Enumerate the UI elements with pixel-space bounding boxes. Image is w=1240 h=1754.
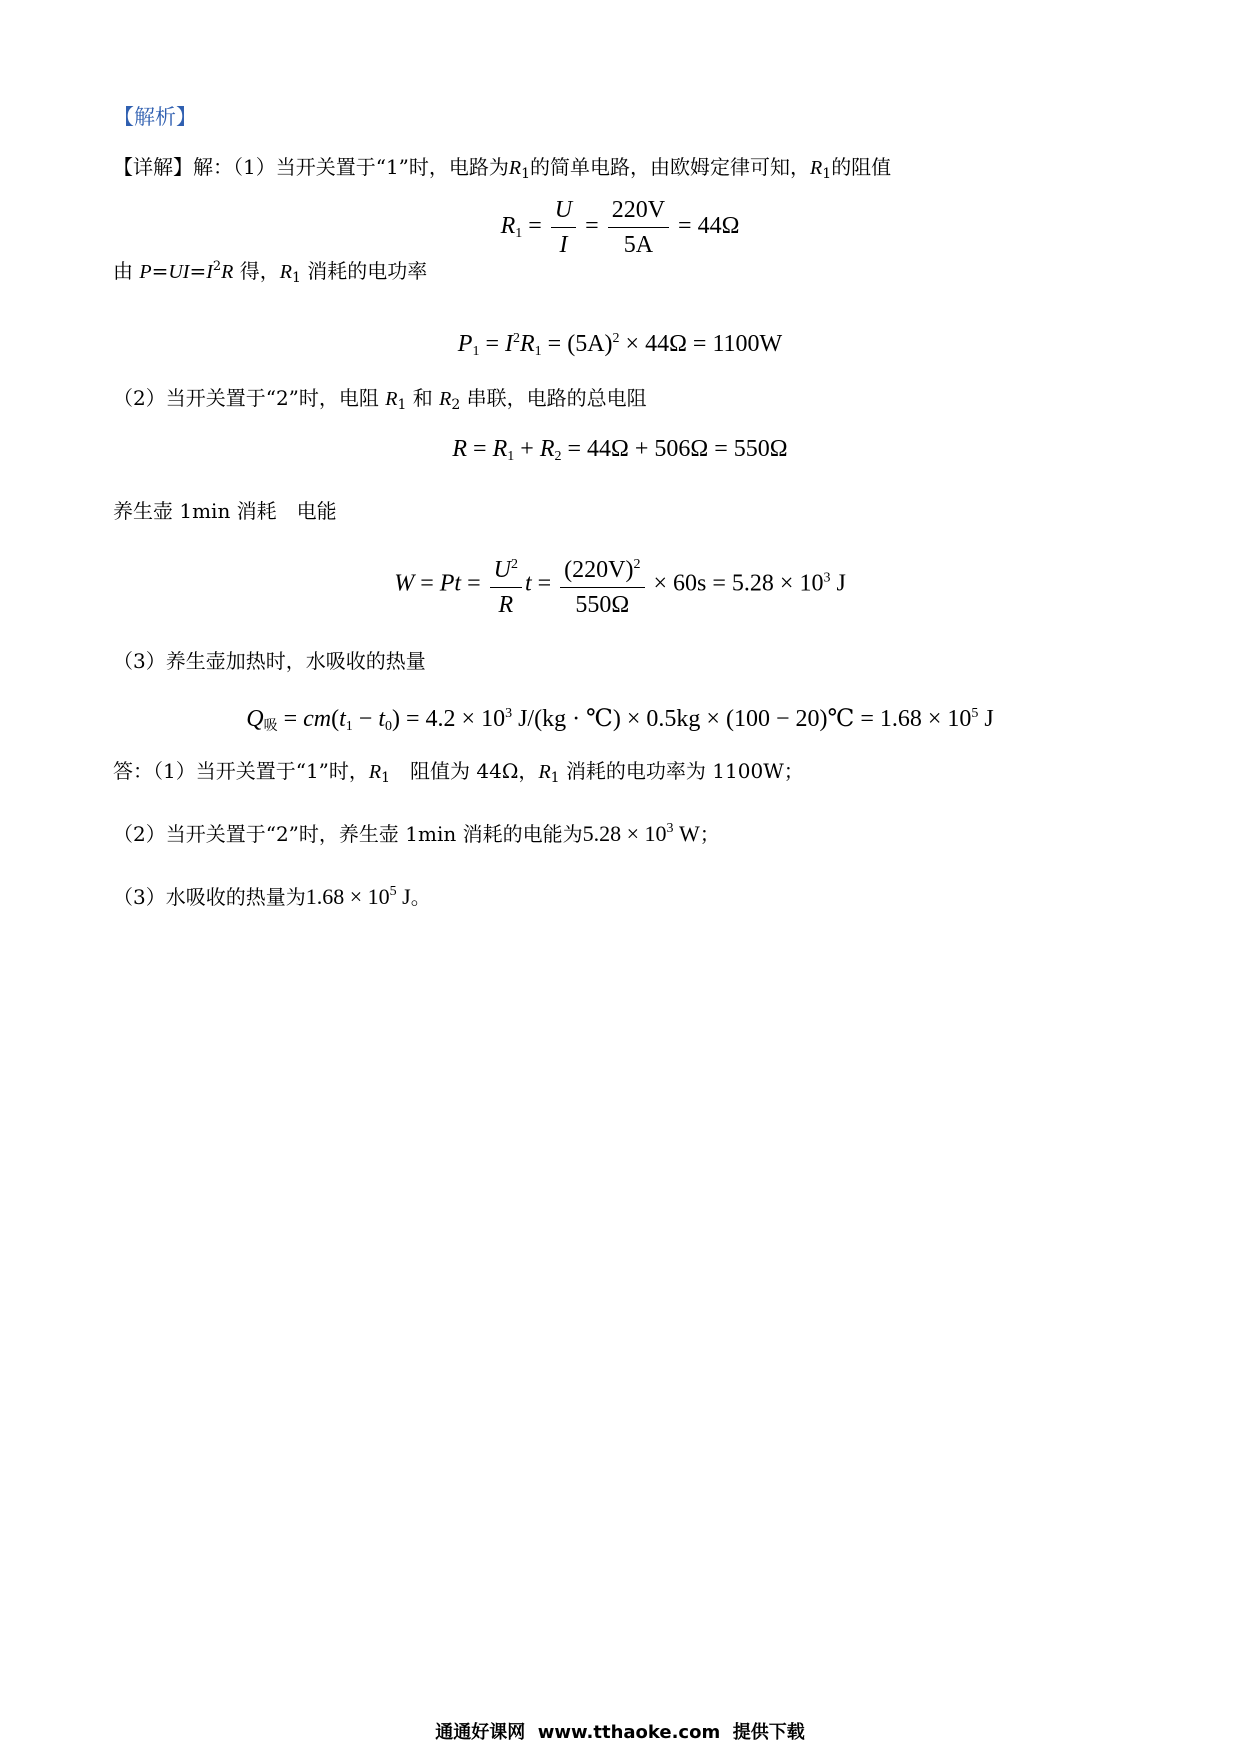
answer-line-2: （2）当开关置于“2”时，养生壶 1min 消耗的电能为$5.28 \times 10^3$ W； (113, 821, 720, 846)
formula-p1: $P_1 = I^2R_1 = (5A)^2 \times 44\Omega = 1100W$ (457, 331, 783, 359)
footer (0, 1718, 1240, 1744)
formula-r-total: $R = R_1 + R_2 = 44\Omega + 506\Omega = 550\Omega$ (452, 436, 788, 464)
footer-url[interactable]: www.tthaoke.com (537, 1722, 721, 1743)
detail-line-2: 由 $P=UI=I^2R$ 得，$R_1$ 消耗的电功率 (113, 259, 428, 286)
detail-line-3: （2）当开关置于“2”时，电阻 $R_1$ 和 $R_2$ 串联，电路的总电阻 (113, 386, 647, 413)
formula-w: W = Pt = $\frac{U^2}{R}$ t = $\frac{(220V)^2}{550\Omega}$ × $60s = 5.28 \times 10^3$ J (0, 550, 1240, 620)
section-heading: 【解析】 (113, 105, 197, 129)
line1-text: 解：（1）当开关置于“1”时，电路为 (193, 155, 509, 179)
formula-q: $Q_吸 = cm(t_1 - t_0) = 4.2 \times 10^3$ J/(kg · ℃) × 0.5kg × (100 − 20)℃ = $1.68 \times 10^5$ J (246, 706, 994, 734)
footer-tail: 提供下载 (732, 1722, 805, 1743)
line1-end: 的阻值 (831, 155, 892, 179)
detail-label: 【详解】 (113, 155, 193, 179)
answer-line-1: 答：（1）当开关置于“1”时，$R_1$ 阻值为 44Ω，$R_1$ 消耗的电功率为 1100W； (113, 759, 804, 786)
answer-line-3: （3）水吸收的热量为$1.68 \times 10^5$ J。 (113, 884, 431, 909)
formula-r1: $R_1$ = $\frac{U}{I}$ = $\frac{220V}{5A}$ = 44Ω (500, 197, 740, 258)
footer-site-name: 通通好课网 (435, 1722, 526, 1743)
line1-tail: 的简单电路，由欧姆定律可知， (530, 155, 811, 179)
detail-line-1: 【详解】解：（1）当开关置于“1”时，电路为$R_1$的简单电路，由欧姆定律可知，$R_1$的阻值 (113, 155, 892, 182)
detail-line-4: 养生壶 1min 消耗 电能 (113, 499, 337, 523)
detail-line-5: （3）养生壶加热时，水吸收的热量 (113, 649, 426, 673)
